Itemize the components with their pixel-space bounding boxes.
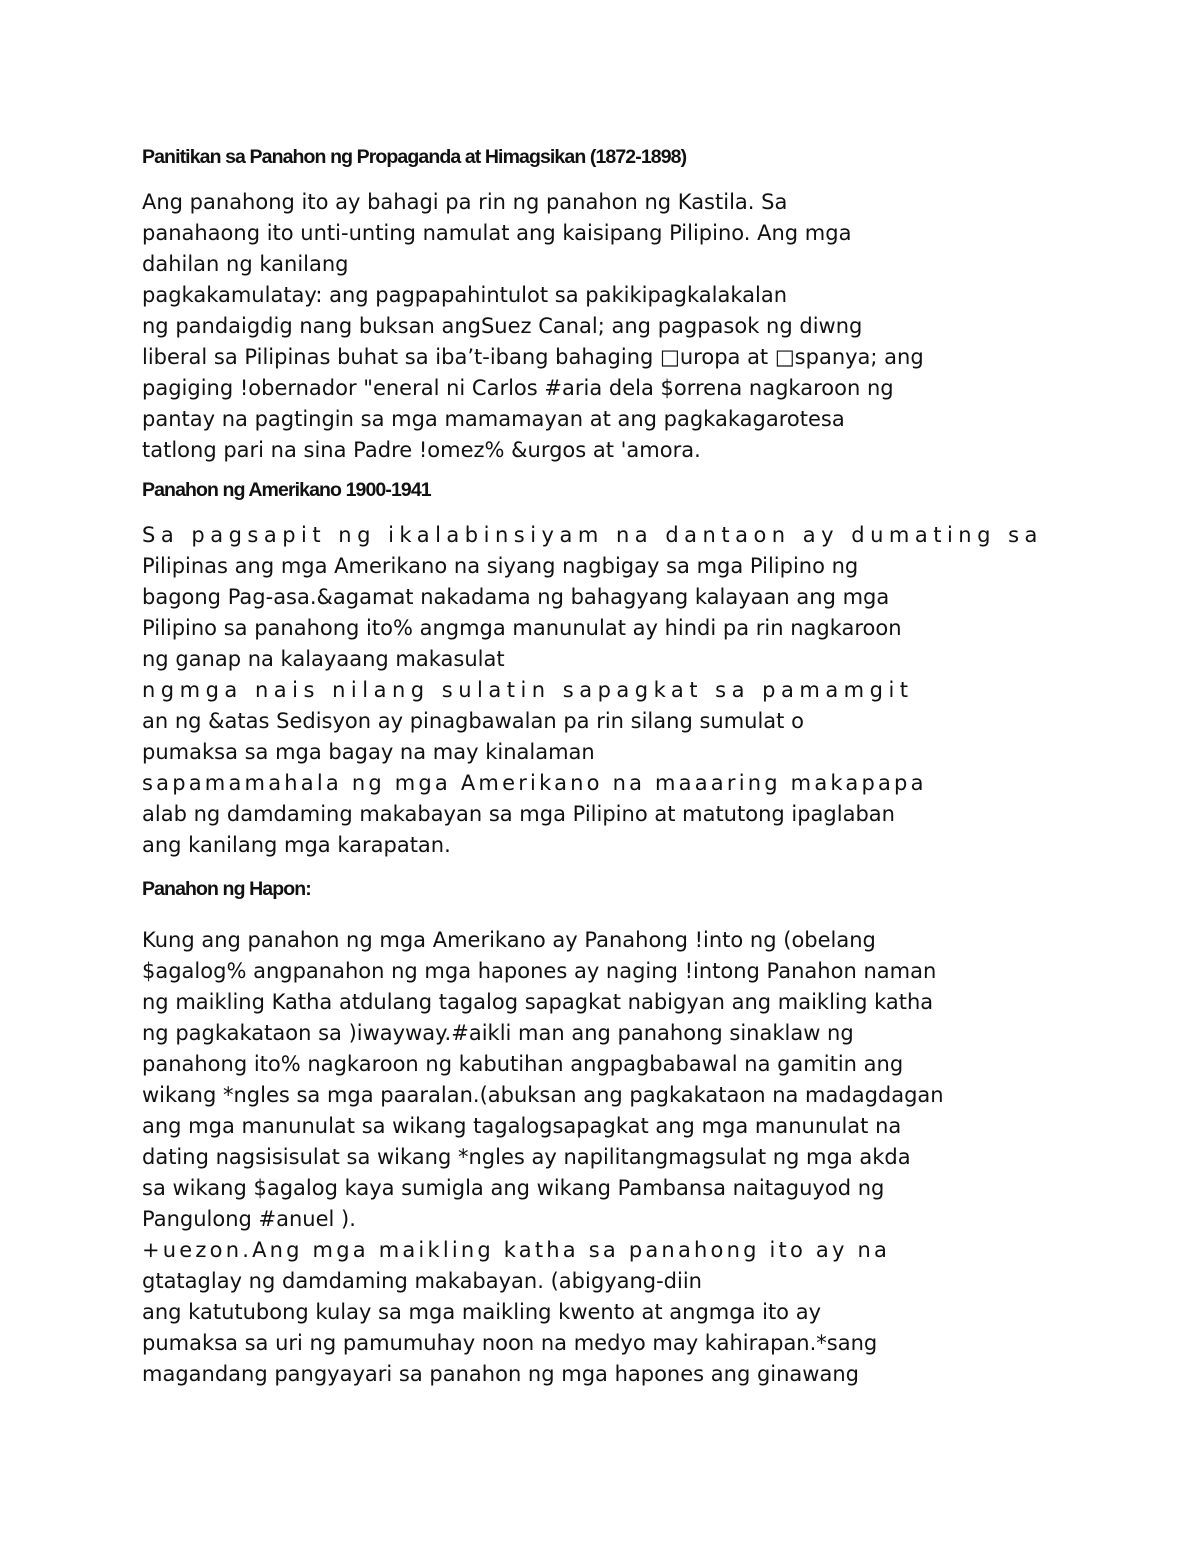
text-line: panahong ito% nagkaroon ng kabutihan angpagbabawal na gamitin ang — [142, 1052, 904, 1076]
text-line: $agalog% angpanahon ng mga hapones ay naging !intong Panahon naman — [142, 959, 937, 983]
text-line: sapamamahala ng mga Amerikano na maaaring makapapa — [142, 771, 927, 795]
text-line: magandang pangyayari sa panahon ng mga hapones ang ginawang — [142, 1362, 859, 1386]
text-line: +uezon.Ang mga maikling katha sa panahong ito ay na — [142, 1238, 891, 1262]
text-line: ngmga nais nilang sulatin sapagkat sa pamamgit — [142, 678, 914, 702]
text-line: Pilipino sa panahong ito% angmga manunulat ay hindi pa rin nagkaroon — [142, 616, 902, 640]
text-line: Ang panahong ito ay bahagi pa rin ng panahon ng Kastila. Sa — [142, 190, 788, 214]
text-line: dating nagsisisulat sa wikang *ngles ay napilitangmagsulat ng mga akda — [142, 1145, 911, 1169]
text-line: Pilipinas ang mga Amerikano na siyang nagbigay sa mga Pilipino ng — [142, 554, 859, 578]
paragraph-amerikano — [142, 520, 1062, 861]
text-line: gtataglay ng damdaming makabayan. (abigyang-diin — [142, 1269, 702, 1293]
text-line: Pangulong #anuel ). — [142, 1207, 356, 1231]
text-line: ng ganap na kalayaang makasulat — [142, 647, 505, 671]
text-line: Sa pagsapit ng ikalabinsiyam na dantaon ay dumating sa — [142, 523, 1043, 547]
text-line: pagiging !obernador "eneral ni Carlos #aria dela $orrena nagkaroon ng — [142, 376, 894, 400]
text-line: ng pagkakataon sa )iwayway.#aikli man ang panahong sinaklaw ng — [142, 1021, 854, 1045]
text-line: ang katutubong kulay sa mga maikling kwento at angmga ito ay — [142, 1300, 822, 1324]
text-line: panahaong ito unti-unting namulat ang kaisipang Pilipino. Ang mga — [142, 221, 852, 245]
text-line: ng maikling Katha atdulang tagalog sapagkat nabigyan ang maikling katha — [142, 990, 934, 1014]
document-page — [142, 143, 1062, 1390]
paragraph-hapon — [142, 925, 1062, 1390]
paragraph-propaganda — [142, 187, 1062, 466]
text-line: pagkakamulatay: ang pagpapahintulot sa pakikipagkalakalan — [142, 283, 788, 307]
section-heading-amerikano: Panahon ng Amerikano 1900-1941 — [142, 479, 431, 501]
text-line: sa wikang $agalog kaya sumigla ang wikang Pambansa naitaguyod ng — [142, 1176, 885, 1200]
text-line: wikang *ngles sa mga paaralan.(abuksan ang pagkakataon na madagdagan — [142, 1083, 944, 1107]
text-line: pumaksa sa uri ng pamumuhay noon na medyo may kahirapan.*sang — [142, 1331, 878, 1355]
section-heading-propaganda: Panitikan sa Panahon ng Propaganda at Himagsikan (1872-1898) — [142, 146, 687, 168]
text-line: tatlong pari na sina Padre !omez% &urgos at 'amora. — [142, 438, 701, 462]
text-line: ang kanilang mga karapatan. — [142, 833, 451, 857]
text-line: pantay na pagtingin sa mga mamamayan at ang pagkakagarotesa — [142, 407, 845, 431]
section-heading-hapon: Panahon ng Hapon: — [142, 878, 311, 900]
text-line: alab ng damdaming makabayan sa mga Pilipino at matutong ipaglaban — [142, 802, 895, 826]
text-line: liberal sa Pilipinas buhat sa iba’t-ibang bahaging □uropa at □spanya; ang — [142, 345, 924, 369]
text-line: Kung ang panahon ng mga Amerikano ay Panahong !into ng (obelang — [142, 928, 876, 952]
text-line: ng pandaigdig nang buksan angSuez Canal; ang pagpasok ng diwng — [142, 314, 863, 338]
text-line: dahilan ng kanilang — [142, 252, 349, 276]
text-line: ang mga manunulat sa wikang tagalogsapagkat ang mga manunulat na — [142, 1114, 902, 1138]
text-line: pumaksa sa mga bagay na may kinalaman — [142, 740, 595, 764]
text-line: an ng &atas Sedisyon ay pinagbawalan pa rin silang sumulat o — [142, 709, 804, 733]
text-line: bagong Pag-asa.&agamat nakadama ng bahagyang kalayaan ang mga — [142, 585, 890, 609]
